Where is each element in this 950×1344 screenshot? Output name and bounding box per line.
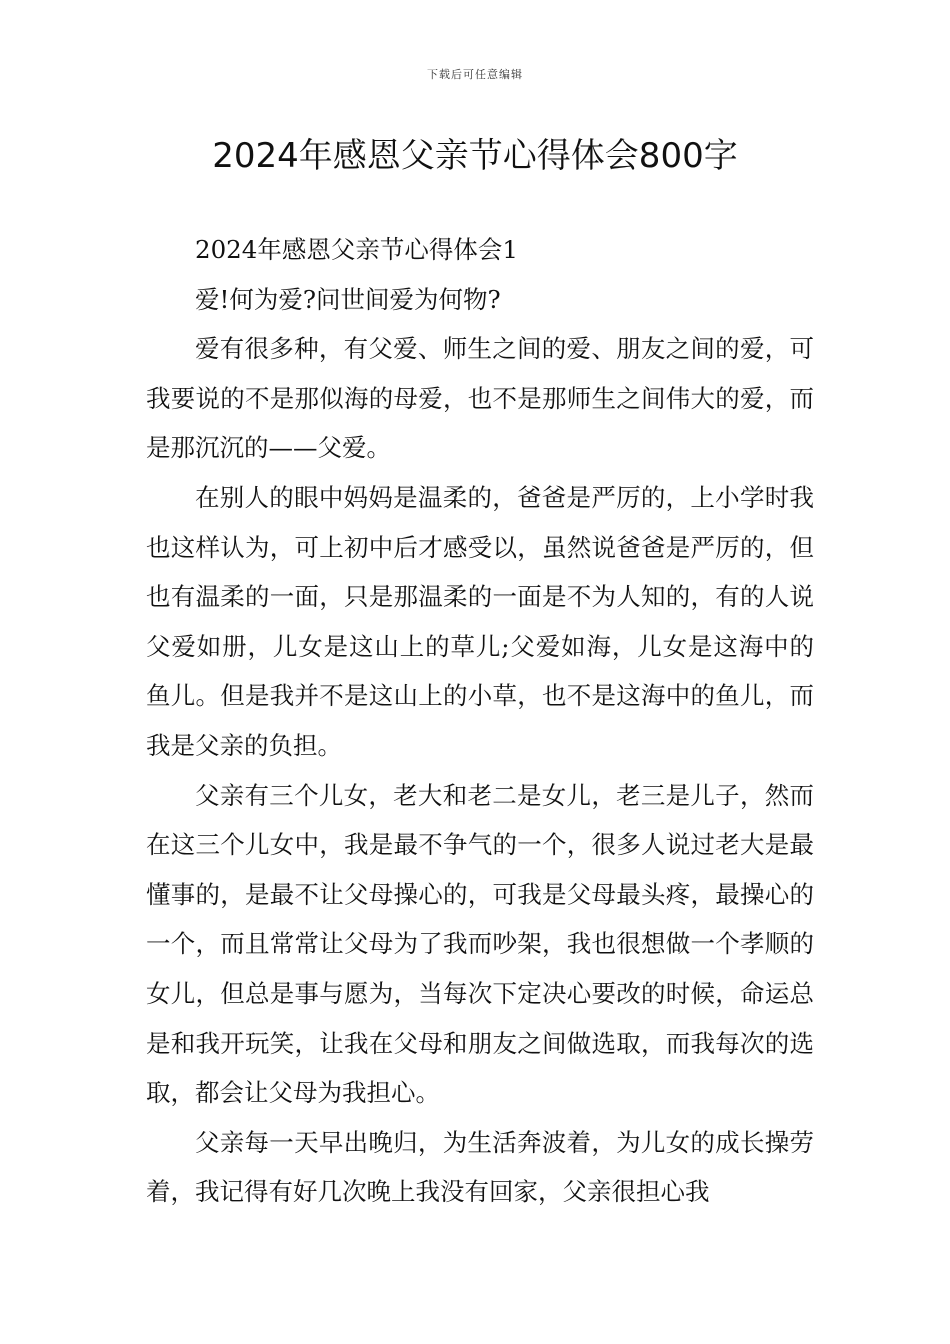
paragraph: 爱有很多种，有父爱、师生之间的爱、朋友之间的爱，可我要说的不是那似海的母爱，也不是那师生之间伟大的爱，而是那沉沉的——父爱。 [146,334,814,463]
header-note: 下载后可任意编辑 [427,68,523,81]
paragraph: 父亲有三个儿女，老大和老二是女儿，老三是儿子，然而在这三个儿女中，我是最不争气的一个，很多人说过老大是最懂事的，是最不让父母操心的，可我是父母最头疼，最操心的一个，而且常常让父母为了我而吵架，我也很想做一个孝顺的女儿，但总是事与愿为，当每次下定决心要改的时候，命运总是和我开玩笑，让我在父母和朋友之间做选取，而我每次的选取，都会让父母为我担心。 [146,780,814,1108]
paragraph: 在别人的眼中妈妈是温柔的，爸爸是严厉的，上小学时我也这样认为，可上初中后才感受以，虽然说爸爸是严厉的，但也有温柔的一面，只是那温柔的一面是不为人知的，有的人说父爱如册，儿女是这山上的草儿;父爱如海，儿女是这海中的鱼儿。但是我并不是这山上的小草，也不是这海中的鱼儿，而我是父亲的负担。 [146,482,814,760]
document-title: 2024年感恩父亲节心得体会800字 [212,136,738,176]
paragraph-subtitle: 2024年感恩父亲节心得体会1 [195,235,518,264]
document-body [146,225,814,1217]
paragraph: 爱!何为爱?问世间爱为何物? [195,284,501,314]
paragraph: 父亲每一天早出晚归，为生活奔波着，为儿女的成长操劳着，我记得有好几次晚上我没有回家，父亲很担心我 [146,1127,814,1207]
